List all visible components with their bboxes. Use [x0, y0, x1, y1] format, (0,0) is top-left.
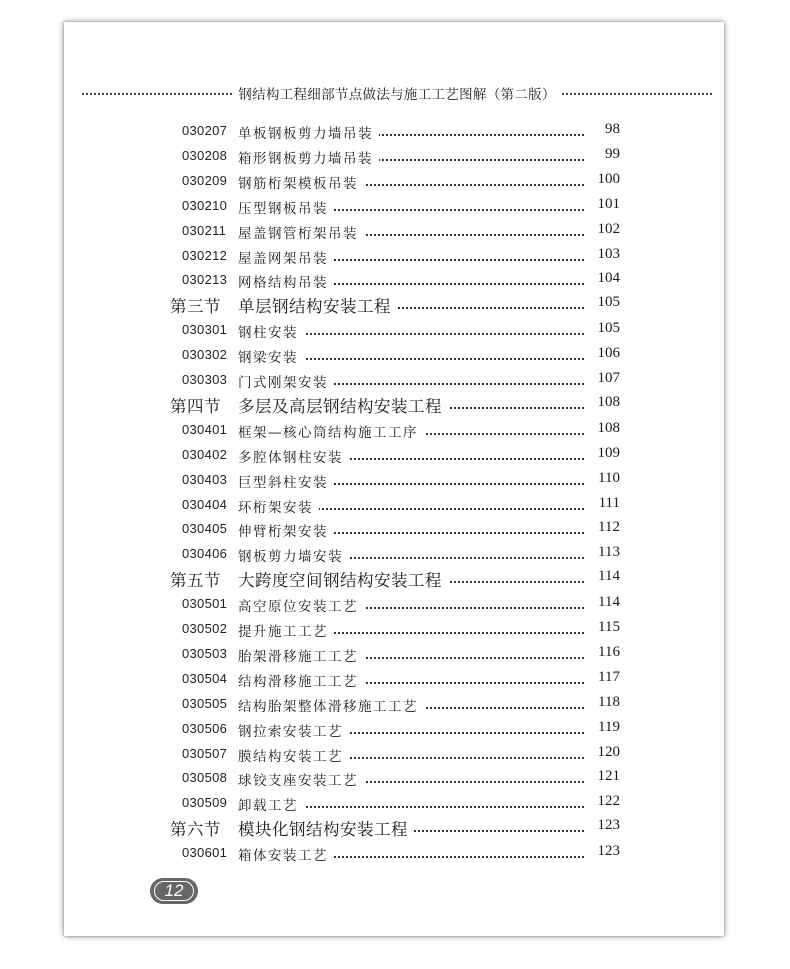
- entry-title: 框架—核心筒结构施工工序: [238, 421, 424, 441]
- toc-entry-row: [64, 668, 724, 692]
- entry-title: 膜结构安装工艺: [238, 745, 349, 765]
- entry-code: 030403: [182, 471, 228, 487]
- entry-code: 030502: [182, 621, 228, 636]
- entry-code: 030302: [182, 347, 228, 363]
- section-title: 大跨度空间钢结构安装工程: [238, 567, 448, 591]
- entry-title: 球铰支座安装工艺: [238, 769, 364, 789]
- entry-code: 030506: [182, 720, 228, 736]
- entry-title: 屋盖网架吊装: [238, 247, 334, 267]
- entry-page-number: 107: [594, 370, 621, 387]
- toc-entry-row: [64, 220, 724, 244]
- entry-title: 环桁架安装: [238, 496, 319, 516]
- page-number: 12: [154, 881, 194, 901]
- entry-page-number: 100: [594, 171, 621, 188]
- toc-entry-row: [64, 145, 724, 169]
- entry-code: 030508: [182, 770, 228, 786]
- entry-page-number: 110: [594, 470, 620, 487]
- entry-title: 钢板剪力墙安装: [238, 545, 349, 565]
- header-dashes-right: [562, 93, 712, 95]
- entry-code: 030402: [182, 446, 228, 462]
- toc-entry-row: [64, 269, 724, 293]
- entry-title: 单板钢板剪力墙吊装: [238, 122, 379, 142]
- toc-section-row: [64, 394, 724, 418]
- entry-page-number: 101: [594, 196, 621, 213]
- entry-title: 压型钢板吊装: [238, 197, 334, 217]
- entry-page-number: 105: [594, 294, 621, 311]
- toc-entry-row: [64, 643, 724, 667]
- toc-entry-row: [64, 419, 724, 443]
- entry-page-number: 108: [594, 394, 621, 411]
- section-label: 第四节: [170, 396, 221, 416]
- entry-title: 钢筋桁架模板吊装: [238, 172, 364, 192]
- entry-code: 030303: [182, 372, 228, 387]
- entry-title: 巨型斜柱安装: [238, 471, 334, 491]
- entry-code: 030405: [182, 521, 228, 537]
- entry-title: 钢拉索安装工艺: [238, 720, 349, 740]
- entry-title: 钢梁安装: [238, 346, 304, 366]
- toc-entry-row: [64, 842, 724, 866]
- entry-page-number: 123: [594, 817, 621, 834]
- section-title: 多层及高层钢结构安装工程: [238, 393, 448, 417]
- entry-code: 030211: [182, 222, 227, 238]
- entry-page-number: 106: [594, 345, 621, 362]
- toc-entry-row: [64, 494, 724, 518]
- toc-entry-row: [64, 319, 724, 343]
- header-dashes-left: [82, 93, 232, 95]
- entry-page-number: 120: [594, 744, 621, 761]
- toc-section-row: [64, 817, 724, 841]
- entry-page-number: 116: [594, 644, 620, 661]
- entry-page-number: 108: [594, 420, 621, 437]
- entry-code: 030505: [182, 695, 228, 711]
- toc-entry-row: [64, 469, 724, 493]
- toc-entry-row: [64, 743, 724, 767]
- entry-page-number: 114: [594, 594, 620, 611]
- entry-code: 030212: [182, 247, 228, 263]
- entry-code: 030406: [182, 546, 228, 562]
- section-label: 第五节: [170, 571, 221, 591]
- entry-page-number: 114: [594, 568, 620, 585]
- entry-title: 网格结构吊装: [238, 271, 334, 291]
- section-label: 第三节: [170, 297, 221, 317]
- entry-code: 030509: [182, 795, 228, 811]
- entry-page-number: 123: [594, 843, 621, 860]
- entry-code: 030213: [182, 272, 228, 288]
- running-header: [82, 82, 712, 104]
- entry-code: 030207: [182, 123, 228, 138]
- toc-entry-row: [64, 195, 724, 219]
- entry-code: 030301: [182, 322, 228, 338]
- toc-section-row: [64, 294, 724, 318]
- toc-entry-row: [64, 767, 724, 791]
- page-number-badge: [150, 878, 198, 904]
- toc-entry-row: [64, 170, 724, 194]
- entry-code: 030208: [182, 147, 228, 163]
- entry-code: 030401: [182, 421, 228, 437]
- entry-title: 箱体安装工艺: [238, 844, 334, 864]
- toc-entry-row: [64, 518, 724, 542]
- toc-entry-row: [64, 369, 724, 393]
- entry-page-number: 98: [601, 121, 620, 138]
- toc-entry-row: [64, 444, 724, 468]
- entry-page-number: 102: [594, 221, 621, 238]
- section-title: 单层钢结构安装工程: [238, 293, 397, 317]
- toc-entry-row: [64, 120, 724, 144]
- entry-code: 030501: [182, 596, 228, 612]
- entry-page-number: 104: [594, 270, 621, 287]
- entry-page-number: 113: [594, 544, 620, 561]
- entry-page-number: 118: [594, 694, 620, 711]
- toc-entry-row: [64, 693, 724, 717]
- entry-code: 030210: [182, 197, 228, 213]
- section-label: 第六节: [170, 820, 221, 840]
- entry-title: 提升施工工艺: [238, 620, 334, 640]
- section-title: 模块化钢结构安装工程: [238, 816, 414, 840]
- book-page: [64, 22, 724, 936]
- entry-page-number: 121: [594, 768, 621, 785]
- entry-page-number: 111: [595, 495, 620, 512]
- toc-entry-row: [64, 618, 724, 642]
- toc-entry-row: [64, 245, 724, 269]
- toc-entry-row: [64, 344, 724, 368]
- entry-title: 结构胎架整体滑移施工工艺: [238, 695, 424, 715]
- entry-page-number: 112: [594, 519, 620, 536]
- entry-page-number: 119: [594, 719, 620, 736]
- entry-title: 卸载工艺: [238, 794, 304, 814]
- entry-page-number: 109: [594, 445, 621, 462]
- entry-title: 门式刚架安装: [238, 371, 334, 391]
- entry-code: 030601: [182, 845, 228, 861]
- entry-title: 钢柱安装: [238, 321, 304, 341]
- entry-code: 030507: [182, 745, 228, 761]
- toc-entry-row: [64, 718, 724, 742]
- entry-code: 030503: [182, 645, 228, 661]
- entry-page-number: 105: [594, 320, 621, 337]
- entry-title: 多腔体钢柱安装: [238, 446, 349, 466]
- entry-title: 箱形钢板剪力墙吊装: [238, 147, 379, 167]
- entry-title: 高空原位安装工艺: [238, 595, 364, 615]
- entry-page-number: 122: [594, 793, 621, 810]
- toc-entry-row: [64, 543, 724, 567]
- toc-entry-row: [64, 593, 724, 617]
- entry-page-number: 115: [594, 619, 620, 636]
- entry-title: 胎架滑移施工工艺: [238, 645, 364, 665]
- entry-page-number: 117: [594, 669, 620, 686]
- entry-code: 030404: [182, 496, 228, 512]
- entry-code: 030504: [182, 670, 228, 686]
- toc-entry-row: [64, 792, 724, 816]
- entry-title: 结构滑移施工工艺: [238, 670, 364, 690]
- entry-code: 030209: [182, 172, 228, 188]
- entry-title: 伸臂桁架安装: [238, 520, 334, 540]
- toc-section-row: [64, 568, 724, 592]
- entry-title: 屋盖钢管桁架吊装: [238, 222, 364, 242]
- header-title: 钢结构工程细部节点做法与施工工艺图解（第二版）: [238, 87, 556, 103]
- entry-page-number: 103: [594, 246, 621, 263]
- entry-page-number: 99: [601, 146, 620, 163]
